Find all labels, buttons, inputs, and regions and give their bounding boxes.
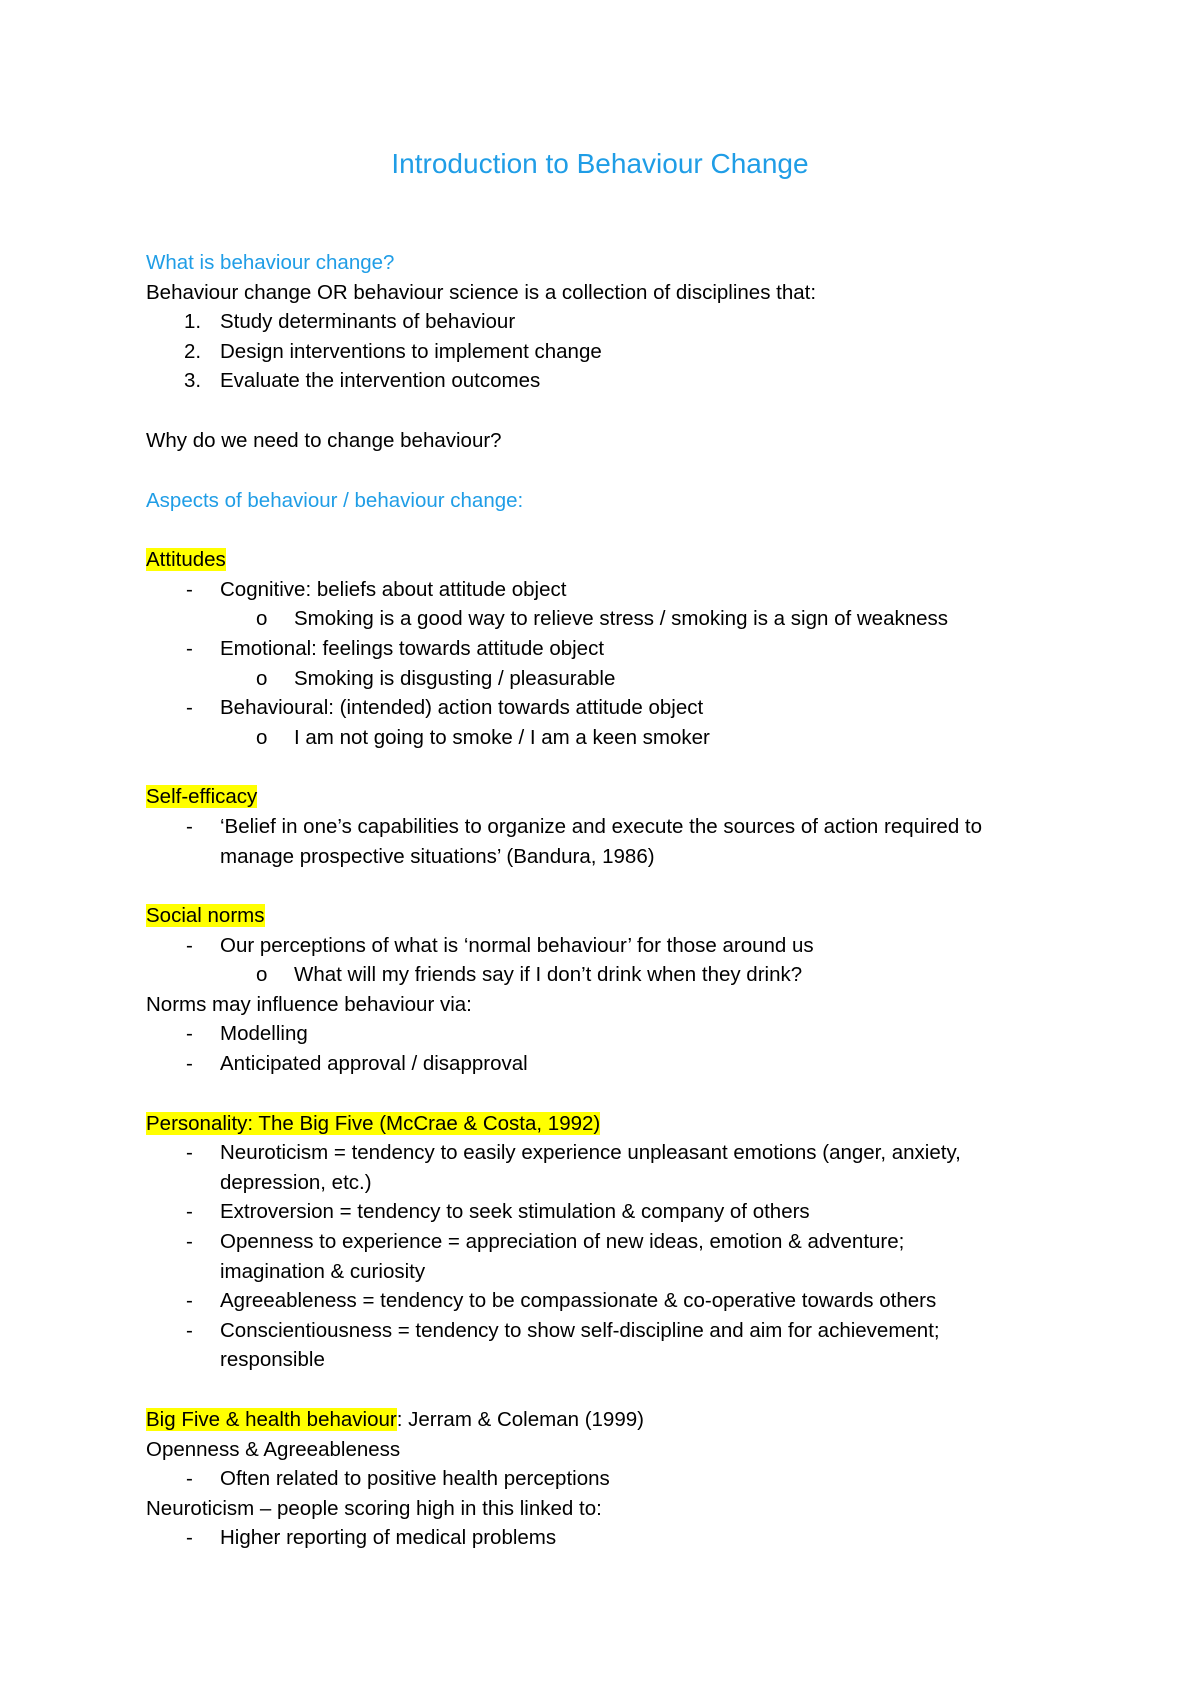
sub-bullet-item — [146, 723, 1076, 753]
bullet-dash-marker: - — [186, 1141, 193, 1165]
bullet-item — [146, 1049, 1076, 1079]
bullet-item — [146, 1227, 1076, 1257]
bullet-dash-marker: - — [186, 814, 193, 838]
bullet-item — [146, 1138, 1076, 1168]
bullet-item-continuation: manage prospective situations’ (Bandura, 1986) — [220, 844, 655, 868]
item-text: Extroversion = tendency to seek stimulation & company of others — [220, 1200, 810, 1224]
bullet-item — [146, 931, 1076, 961]
sub-bullet-item — [146, 960, 1076, 990]
bullet-circle-marker: o — [256, 725, 268, 749]
item-text: Emotional: feelings towards attitude object — [220, 636, 605, 660]
section-heading-what-is: What is behaviour change? — [146, 251, 395, 274]
bullet-dash-marker: - — [186, 577, 193, 601]
bullet-item — [146, 575, 1076, 605]
list-number: 1. — [184, 310, 202, 334]
item-text: Often related to positive health perceptions — [220, 1467, 610, 1491]
item-text: Our perceptions of what is ‘normal behaviour’ for those around us — [220, 933, 814, 957]
numbered-item — [146, 337, 1076, 367]
section-heading-aspects: Aspects of behaviour / behaviour change: — [146, 488, 524, 512]
item-text: Neuroticism = tendency to easily experience unpleasant emotions (anger, anxiety, — [220, 1141, 961, 1165]
bullet-dash-marker: - — [186, 1289, 193, 1313]
sub-bullet-item — [146, 604, 1076, 634]
numbered-item — [146, 366, 1076, 396]
document-title: Introduction to Behaviour Change — [391, 148, 809, 179]
paragraph-norms-via: Norms may influence behaviour via: — [146, 992, 472, 1016]
document-body — [146, 248, 1076, 1553]
bullet-dash-marker: - — [186, 1318, 193, 1342]
big-five-health-line — [146, 1405, 1076, 1435]
item-text: Behavioural: (intended) action towards attitude object — [220, 696, 704, 720]
bullet-item — [146, 1523, 1076, 1553]
bullet-circle-marker: o — [256, 666, 268, 690]
numbered-item — [146, 307, 1076, 337]
bullet-dash-marker: - — [186, 1526, 193, 1550]
bullet-circle-marker: o — [256, 963, 268, 987]
item-text: Evaluate the intervention outcomes — [220, 369, 541, 393]
item-text: Agreeableness = tendency to be compassionate & co-operative towards others — [220, 1289, 937, 1313]
item-text: Study determinants of behaviour — [220, 310, 516, 334]
item-text: Modelling — [220, 1022, 308, 1046]
bullet-dash-marker: - — [186, 1022, 193, 1046]
citation: : Jerram & Coleman (1999) — [396, 1408, 644, 1431]
bullet-dash-marker: - — [186, 933, 193, 957]
bullet-item-continuation: responsible — [220, 1348, 325, 1372]
bullet-dash-marker: - — [186, 1200, 193, 1224]
item-text: Cognitive: beliefs about attitude object — [220, 577, 567, 601]
bullet-item — [146, 1019, 1076, 1049]
paragraph-openness: Openness & Agreeableness — [146, 1437, 401, 1461]
highlight-heading-social-norms: Social norms — [146, 904, 265, 928]
bullet-item — [146, 693, 1076, 723]
item-text: Smoking is a good way to relieve stress / smoking is a sign of weakness — [294, 607, 949, 631]
bullet-item — [146, 1464, 1076, 1494]
item-text: Smoking is disgusting / pleasurable — [294, 666, 616, 690]
item-text: ‘Belief in one’s capabilities to organize and execute the sources of action required to — [220, 814, 983, 838]
highlight-heading-self-efficacy: Self-efficacy — [146, 785, 258, 809]
bullet-dash-marker: - — [186, 696, 193, 720]
item-text: Higher reporting of medical problems — [220, 1526, 557, 1550]
bullet-item-continuation: depression, etc.) — [220, 1170, 372, 1194]
paragraph-why: Why do we need to change behaviour? — [146, 428, 502, 452]
bullet-circle-marker: o — [256, 607, 268, 631]
bullet-item-continuation: imagination & curiosity — [220, 1259, 426, 1283]
bullet-item — [146, 1197, 1076, 1227]
item-text: Anticipated approval / disapproval — [220, 1052, 528, 1076]
paragraph-neuroticism: Neuroticism – people scoring high in this linked to: — [146, 1496, 602, 1520]
bullet-dash-marker: - — [186, 636, 193, 660]
list-number: 2. — [184, 339, 202, 363]
highlight-heading-personality: Personality: The Big Five (McCrae & Costa, 1992) — [146, 1111, 601, 1135]
item-text: What will my friends say if I don’t drink when they drink? — [294, 963, 803, 987]
bullet-item — [146, 1316, 1076, 1346]
sub-bullet-item — [146, 664, 1076, 694]
item-text: I am not going to smoke / I am a keen smoker — [294, 725, 710, 749]
highlight-heading-big-five-health: Big Five & health behaviour — [146, 1408, 397, 1431]
bullet-item — [146, 634, 1076, 664]
item-text: Conscientiousness = tendency to show self-discipline and aim for achievement; — [220, 1318, 940, 1342]
bullet-dash-marker: - — [186, 1230, 193, 1254]
highlight-heading-attitudes: Attitudes — [146, 548, 226, 572]
bullet-dash-marker: - — [186, 1467, 193, 1491]
paragraph-intro: Behaviour change OR behaviour science is a collection of disciplines that: — [146, 280, 817, 304]
item-text: Openness to experience = appreciation of new ideas, emotion & adventure; — [220, 1230, 905, 1254]
list-number: 3. — [184, 369, 202, 393]
item-text: Design interventions to implement change — [220, 339, 602, 363]
bullet-item — [146, 812, 1076, 842]
bullet-dash-marker: - — [186, 1052, 193, 1076]
bullet-item — [146, 1286, 1076, 1316]
